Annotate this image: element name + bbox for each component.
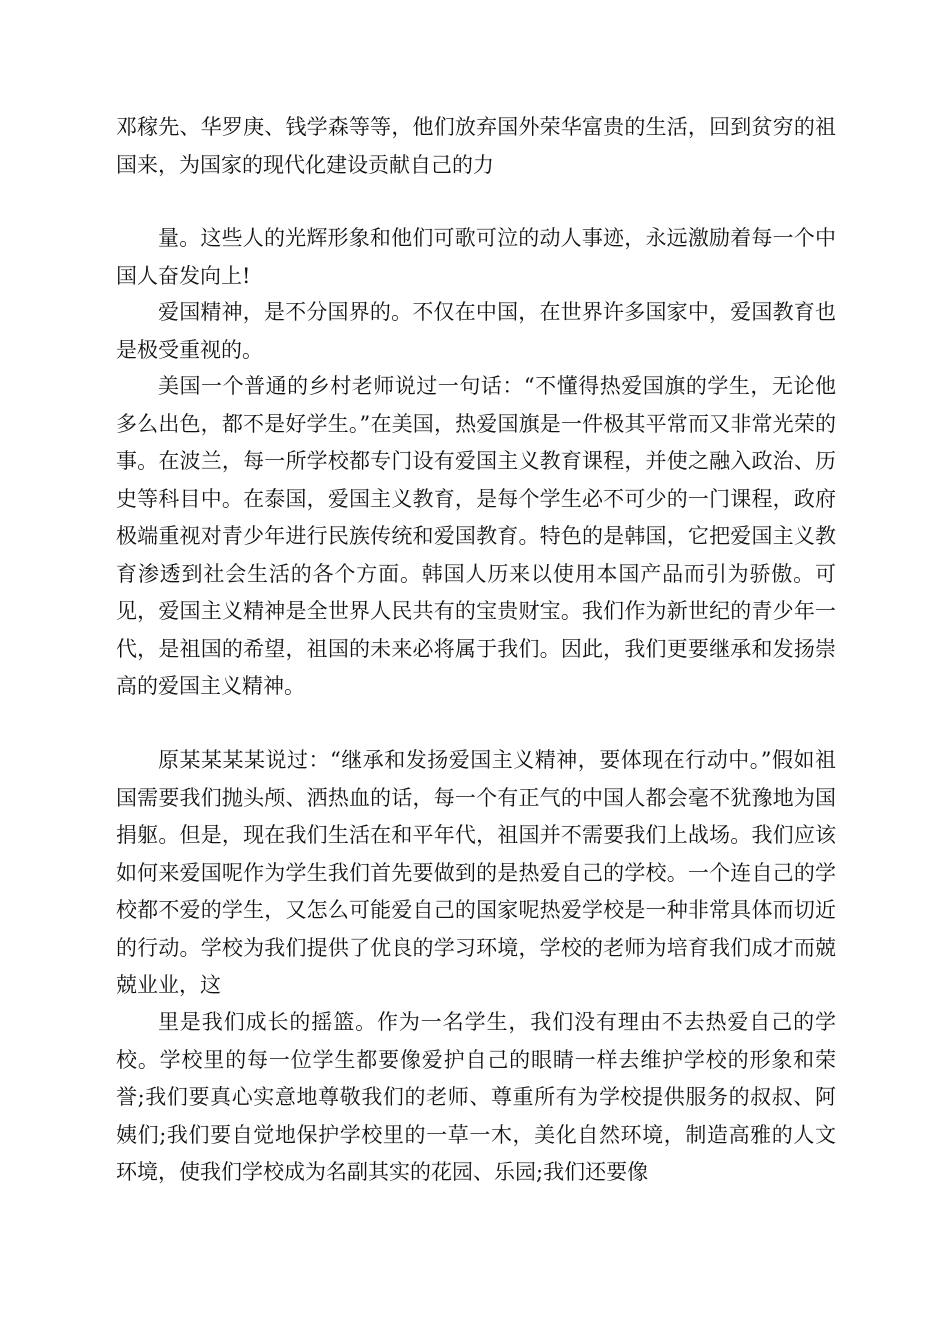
paragraph-2: 量。这些人的光辉形象和他们可歌可泣的动人事迹，永远激励着每一个中国人奋发向上!: [116, 226, 836, 288]
paragraph-5: 原某某某某说过：“继承和发扬爱国主义精神，要体现在行动中。”假如祖国需要我们抛头颅、洒热血的话，每一个有正气的中国人都会毫不犹豫地为国捐躯。但是，现在我们生活在和平年代，祖国并不需要我们上战场。我们应该如何来爱国呢作为学生我们首先要做到的是热爱自己的学校。一个连自己的学校都不爱的学生，又怎么可能爱自己的国家呢热爱学校是一种非常具体而切近的行动。学校为我们提供了优良的学习环境，学校的老师为培育我们成才而兢兢业业，这: [116, 748, 836, 997]
paragraph-6: 里是我们成长的摇篮。作为一名学生，我们没有理由不去热爱自己的学校。学校里的每一位学生都要像爱护自己的眼睛一样去维护学校的形象和荣誉;我们要真心实意地尊敬我们的老师、尊重所有为学校提供服务的叔叔、阿姨们;我们要自觉地保护学校里的一草一木，美化自然环境，制造高雅的人文环境，使我们学校成为名副其实的花园、乐园;我们还要像: [116, 1010, 836, 1184]
paragraph-3: 爱国精神，是不分国界的。不仅在中国，在世界许多国家中，爱国教育也是极受重视的。: [116, 300, 836, 362]
paragraph-1: 邓稼先、华罗庚、钱学森等等，他们放弃国外荣华富贵的生活，回到贫穷的祖国来，为国家的现代化建设贡献自己的力: [116, 115, 836, 177]
paragraph-4: 美国一个普通的乡村老师说过一句话：“不懂得热爱国旗的学生，无论他多么出色，都不是好学生。”在美国，热爱国旗是一件极其平常而又非常光荣的事。在波兰，每一所学校都专门设有爱国主义教育课程，并使之融入政治、历史等科目中。在泰国，爱国主义教育，是每个学生必不可少的一门课程，政府极端重视对青少年进行民族传统和爱国教育。特色的是韩国，它把爱国主义教育渗透到社会生活的各个方面。韩国人历来以使用本国产品而引为骄傲。可见，爱国主义精神是全世界人民共有的宝贵财宝。我们作为新世纪的青少年一代，是祖国的希望，祖国的未来必将属于我们。因此，我们更要继承和发扬崇高的爱国主义精神。: [116, 374, 836, 698]
